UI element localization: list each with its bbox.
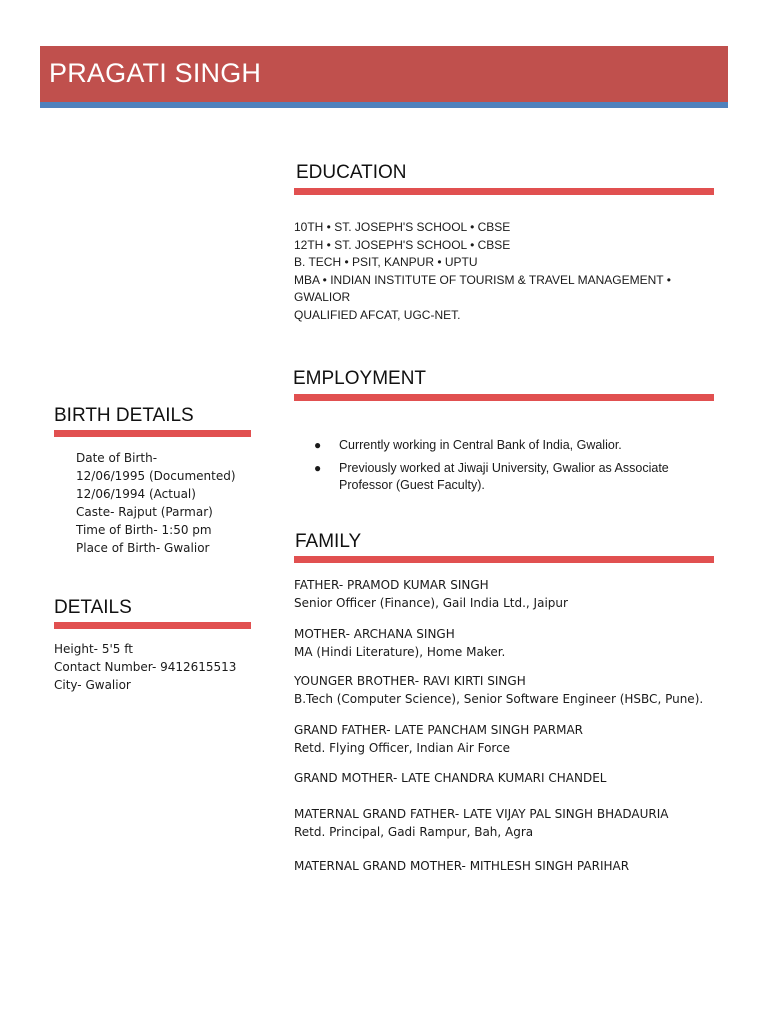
family-member [294,625,734,661]
education-list [294,219,714,324]
birth-detail-line: Date of Birth- [76,451,158,465]
employment-item: Currently working in Central Bank of India, Gwalior. [339,438,622,452]
details-list [54,640,264,694]
birth-details-list [76,449,266,557]
family-relation: YOUNGER BROTHER- RAVI KIRTI SINGH [294,674,526,688]
list-item [300,460,714,495]
family-detail: Retd. Principal, Gadi Rampur, Bah, Agra [294,825,534,839]
birth-detail-line: 12/06/1994 (Actual) [76,487,196,501]
details-rule [54,622,251,629]
detail-line: Height- 5'5 ft [54,642,133,656]
family-member [294,721,734,757]
family-relation: MATERNAL GRAND MOTHER- MITHLESH SINGH PARIHAR [294,859,630,873]
family-member [294,857,734,875]
education-line: 12TH • ST. JOSEPH'S SCHOOL • CBSE [294,237,511,252]
details-heading: DETAILS [54,597,132,618]
education-heading: EDUCATION [296,162,407,183]
family-relation: GRAND MOTHER- LATE CHANDRA KUMARI CHANDEL [294,771,607,785]
birth-detail-line: 12/06/1995 (Documented) [76,469,236,483]
birth-detail-line: Time of Birth- 1:50 pm [76,523,212,537]
family-detail: MA (Hindi Literature), Home Maker. [294,645,506,659]
employment-item: Previously worked at Jiwaji University, Gwalior as Associate Professor (Guest Faculty). [339,460,669,492]
bullet-icon: ● [314,460,322,475]
family-detail: Retd. Flying Officer, Indian Air Force [294,741,511,755]
detail-line: Contact Number- 9412615513 [54,660,237,674]
family-member [294,576,734,612]
birth-detail-line: Caste- Rajput (Parmar) [76,505,213,519]
list-item [300,437,714,455]
education-line: GWALIOR [294,290,351,304]
family-member [294,769,734,787]
birth-details-heading: BIRTH DETAILS [54,405,194,426]
education-line: QUALIFIED AFCAT, UGC-NET. [294,307,461,322]
family-relation: MATERNAL GRAND FATHER- LATE VIJAY PAL SINGH BHADAURIA [294,807,669,821]
education-line: MBA • INDIAN INSTITUTE OF TOURISM & TRAVEL MANAGEMENT • [294,272,671,287]
education-rule [294,188,714,195]
birth-details-rule [54,430,251,437]
employment-heading: EMPLOYMENT [293,368,427,389]
education-line: B. TECH • PSIT, KANPUR • UPTU [294,255,478,269]
detail-line: City- Gwalior [54,678,131,692]
header-stripe [40,102,728,108]
bullet-icon: ● [314,438,322,452]
education-line: 10TH • ST. JOSEPH'S SCHOOL • CBSE [294,220,511,234]
family-relation: FATHER- PRAMOD KUMAR SINGH [294,578,489,592]
candidate-name: PRAGATI SINGH [49,58,262,88]
birth-detail-line: Place of Birth- Gwalior [76,541,210,555]
employment-rule [294,394,714,401]
employment-list [300,437,720,500]
family-detail: Senior Officer (Finance), Gail India Ltd., Jaipur [294,596,568,610]
family-rule [294,556,714,563]
family-member [294,672,734,708]
family-detail: B.Tech (Computer Science), Senior Software Engineer (HSBC, Pune). [294,692,704,706]
family-relation: GRAND FATHER- LATE PANCHAM SINGH PARMAR [294,723,583,737]
family-heading: FAMILY [295,531,362,552]
family-relation: MOTHER- ARCHANA SINGH [294,627,455,641]
family-member [294,805,734,841]
